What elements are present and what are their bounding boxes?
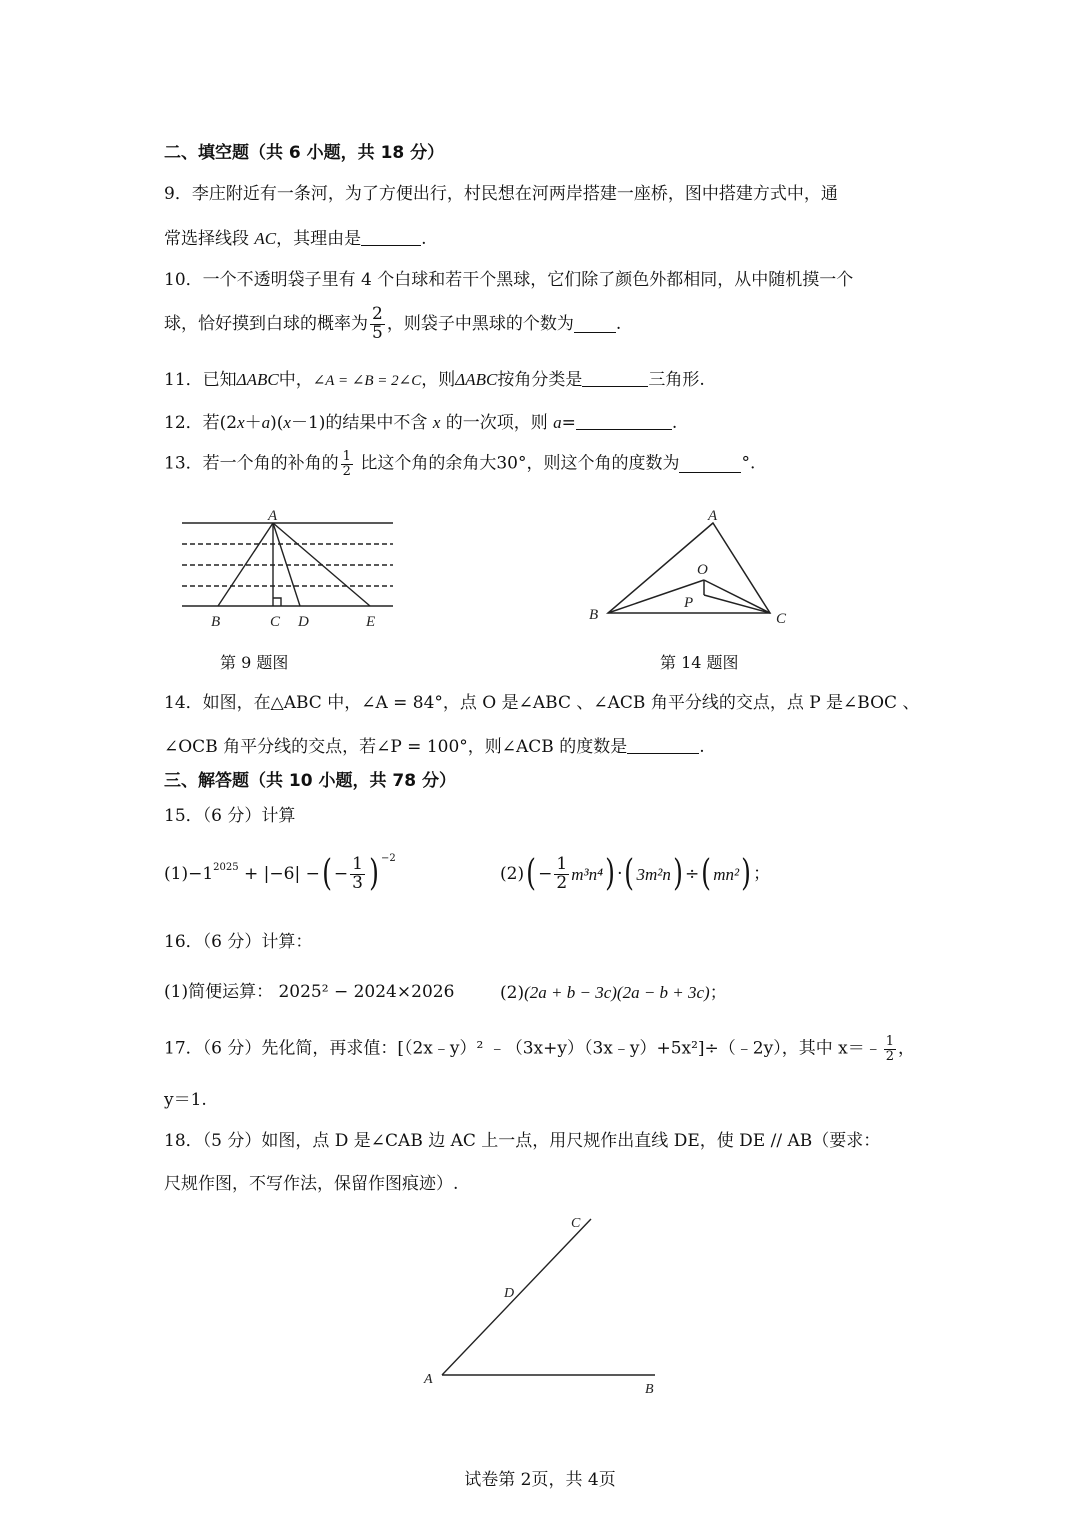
label-P: P xyxy=(684,595,694,611)
q17-line1: 17．（6 分）先化简，再求值：[（2x﹣y）² ﹣（3x+y）（3x﹣y）+5x²]÷（﹣2y），其中 x＝﹣ $\frac{1}{2}$ ， xyxy=(164,1034,915,1064)
q17-line2: y＝1. xyxy=(164,1090,207,1110)
label-B: B xyxy=(589,607,599,623)
q14-line1: 14．如图，在△ABC 中，∠A = 84°，点 O 是∠ABC 、∠ACB 角平分线的交点，点 P 是∠BOC 、 xyxy=(164,693,920,713)
answer-blank xyxy=(582,370,648,387)
q12-line: 12．若(2x＋a)(x－1)的结果中不含 x 的一次项，则 a= . xyxy=(164,413,678,433)
page-footer: 试卷第 2页，共 4页 xyxy=(464,1470,616,1490)
fraction: $\frac{2}{5}$ xyxy=(372,304,383,343)
answer-blank xyxy=(576,413,672,430)
figure-14 xyxy=(580,503,800,631)
section-3-title: 三、解答题（共 10 小题，共 78 分） xyxy=(164,771,456,791)
q15-part1: $(1)-1^{2025} + |-6|$ −( − $\frac{1}{3}$ ) $^{-2}$ xyxy=(164,852,396,895)
label-A: A xyxy=(708,508,718,524)
answer-blank xyxy=(574,316,616,333)
q10-line1: 10．一个不透明袋子里有 4 个白球和若干个黑球，它们除了颜色外都相同，从中随机摸一个 xyxy=(164,270,854,290)
figure-9 xyxy=(175,505,405,635)
answer-blank xyxy=(627,737,699,754)
label-D: D xyxy=(298,614,309,630)
fraction: $\frac{1}{2}$ xyxy=(342,449,351,479)
q16-part2: (2)(2a + b − 3c)(2a − b + 3c)； xyxy=(500,983,727,1003)
q13-line: 13．若一个角的补角的 $\frac{1}{2}$ 比这个角的余角大30°，则这个角的度数为 °. xyxy=(164,449,756,479)
label-A: A xyxy=(268,508,278,524)
label-O: O xyxy=(697,562,708,578)
figure-14-caption: 第 14 题图 xyxy=(660,653,739,672)
q14-line2: ∠OCB 角平分线的交点，若∠P = 100°，则∠ACB 的度数是 . xyxy=(164,737,705,757)
label-A: A xyxy=(424,1372,433,1387)
answer-blank xyxy=(679,456,741,473)
q15-title: 15．（6 分）计算 xyxy=(164,806,296,826)
figure-18 xyxy=(415,1208,675,1398)
q16-title: 16．（6 分）计算： xyxy=(164,932,313,952)
section-2-title: 二、填空题（共 6 小题，共 18 分） xyxy=(164,143,445,163)
label-D: D xyxy=(504,1286,515,1301)
q16-part1: (1)简便运算： 2025² − 2024×2026 xyxy=(164,982,455,1002)
q18-line1: 18．（5 分）如图，点 D 是∠CAB 边 AC 上一点，用尺规作出直线 DE，使 DE // AB（要求： xyxy=(164,1131,881,1151)
q9-line2: 常选择线段 AC，其理由是 . xyxy=(164,229,427,249)
label-B: B xyxy=(211,614,221,630)
q9-line1: 9．李庄附近有一条河，为了方便出行，村民想在河两岸搭建一座桥，图中搭建方式中，通 xyxy=(164,184,838,204)
label-C: C xyxy=(571,1216,581,1231)
label-B: B xyxy=(645,1382,654,1397)
label-C: C xyxy=(270,614,281,630)
q18-line2: 尺规作图，不写作法，保留作图痕迹）. xyxy=(164,1174,459,1194)
label-C: C xyxy=(776,611,787,627)
q15-part2: (2)( − $\frac{1}{2}$ m³n⁴) ·( 3m²n) ÷( mn²) ； xyxy=(500,853,771,895)
label-E: E xyxy=(366,614,376,630)
q10-line2: 球，恰好摸到白球的概率为 $\frac{2}{5}$ ，则袋子中黑球的个数为 . xyxy=(164,304,622,343)
figure-9-caption: 第 9 题图 xyxy=(220,653,289,672)
q11-line: 11．已知ΔABC中，∠A = ∠B = 2∠C，则ΔABC按角分类是 三角形. xyxy=(164,370,705,390)
answer-blank xyxy=(361,229,421,246)
